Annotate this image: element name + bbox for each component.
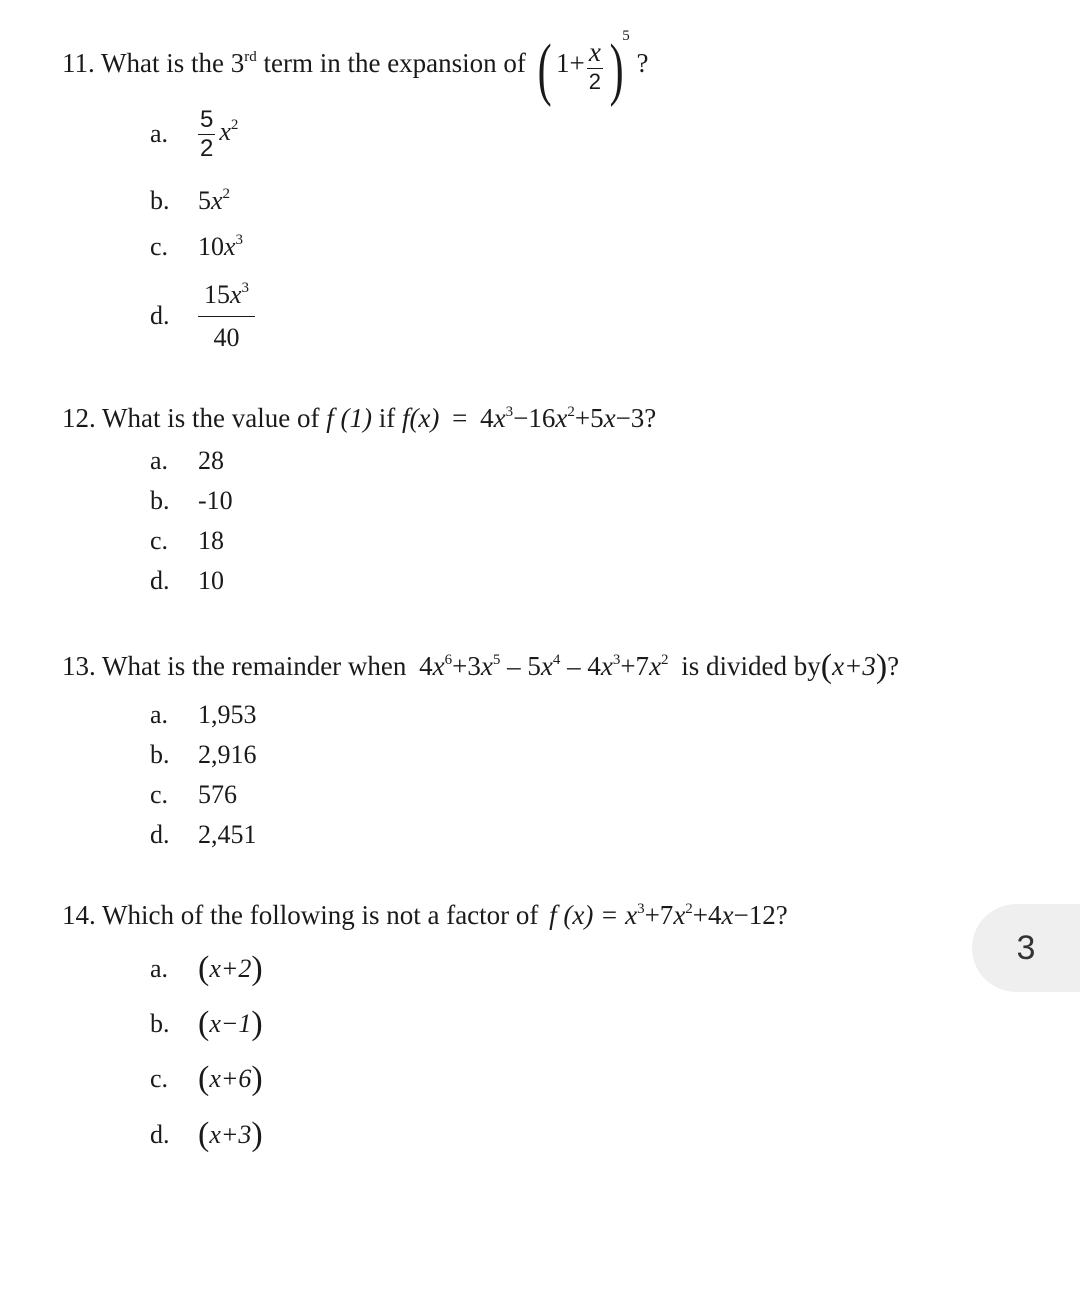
page-number: 3 xyxy=(1016,928,1036,967)
option-14d[interactable]: d. (x+3) xyxy=(150,1116,263,1153)
option-14a[interactable]: a. (x+2) xyxy=(150,950,263,987)
question-12: 12. What is the value of f (1) if $f(x) = 4x^3-16x^2+5x-3$? xyxy=(62,403,657,433)
option-11c[interactable]: c. $10x^3$ xyxy=(150,232,244,261)
question-text: What is the 3rd term in the expansion of xyxy=(101,48,526,78)
option-13c[interactable]: c. 576 xyxy=(150,780,237,809)
page-number-badge xyxy=(972,904,1080,992)
option-13d[interactable]: d. 2,451 xyxy=(150,820,257,849)
option-12d[interactable]: d. 10 xyxy=(150,566,224,595)
expression: ( 1+ $\frac{x}{2}$ )$^5$ ? xyxy=(537,28,649,108)
option-11d[interactable]: d. $\frac{15x^3}{40}$ xyxy=(150,280,255,353)
option-12a[interactable]: a. 28 xyxy=(150,446,224,475)
option-12c[interactable]: c. 18 xyxy=(150,526,224,555)
question-13: 13. What is the remainder when $4x^6+3x^5 - 5x^4 - 4x^3+7x^2$ is divided by(x+3)? xyxy=(62,648,900,685)
option-12b[interactable]: b. -10 xyxy=(150,486,233,515)
option-13a[interactable]: a. 1,953 xyxy=(150,700,257,729)
option-13b[interactable]: b. 2,916 xyxy=(150,740,257,769)
question-14: 14. Which of the following is not a factor of f $(x) = x^3+7x^2+4x-12$? xyxy=(62,900,788,930)
option-14b[interactable]: b. (x−1) xyxy=(150,1005,263,1042)
question-11 xyxy=(62,30,649,110)
option-11b[interactable]: b. $5x^2$ xyxy=(150,186,231,215)
option-14c[interactable]: c. (x+6) xyxy=(150,1060,263,1097)
option-11a[interactable]: a. $\frac{5}{2}$ $x^2$ xyxy=(150,106,239,162)
question-number: 11. xyxy=(62,48,95,78)
